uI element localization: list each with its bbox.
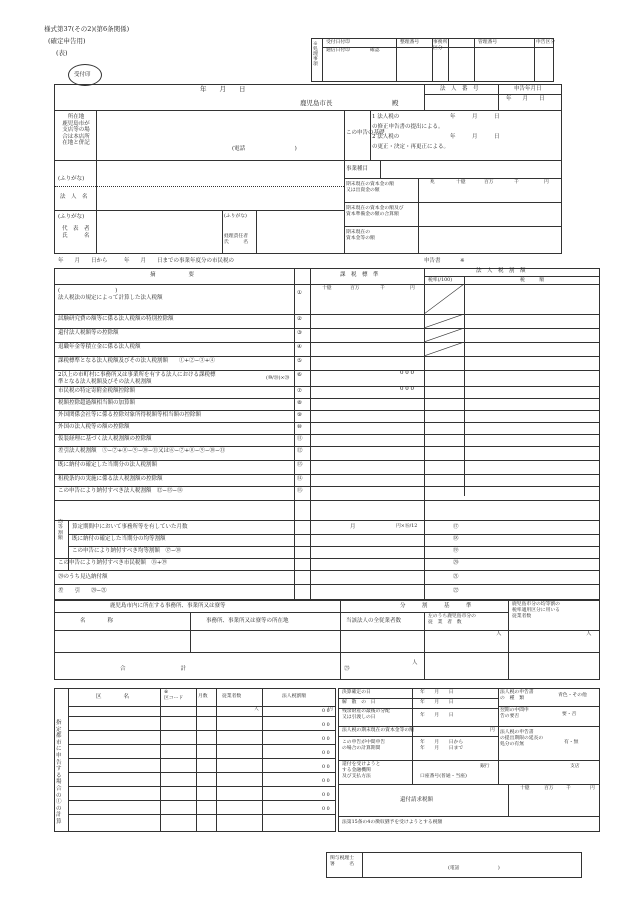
filing-date-label: 申告年月日 — [514, 86, 542, 92]
kinto-no2: ⑱ — [453, 536, 459, 542]
misc-r7: 還付請求税額 — [400, 797, 434, 803]
furigana-2: (ふりがな) — [58, 214, 85, 220]
honorific: 殿 — [392, 99, 399, 107]
business-type-label: 事業種目 — [346, 166, 369, 172]
ward-row — [68, 800, 336, 801]
furigana-1: (ふりがな) — [58, 176, 85, 182]
misc-r1v: 年 月 日 — [420, 690, 454, 695]
totals-no2: ㉑ — [453, 574, 459, 580]
misc-unit-4: 円 — [590, 786, 595, 791]
unit-1: 十億 — [322, 286, 332, 291]
split2-head: 左のうち鹿児島市分の 従 業 者 数 — [428, 614, 476, 625]
row-label: 2以上の市町村に事務所又は事業所を有する法人における課税標 準となる法人税額及びその法人税割額 — [58, 372, 216, 385]
kinto-top — [54, 520, 600, 521]
row-divider — [54, 474, 600, 475]
row-number: ② — [297, 316, 302, 322]
ward-zeros: 0 0 — [322, 765, 330, 770]
cap-unit-4: 千 — [514, 180, 519, 185]
row6-zeros: 0 0 0 — [400, 386, 414, 392]
date-line: 年 月 日 — [200, 85, 246, 93]
office-cell-3: 確認 — [370, 48, 380, 53]
ward-row — [68, 772, 336, 773]
row-number: ⑤ — [297, 358, 302, 364]
city-mayor: 鹿児島市長 — [300, 99, 333, 107]
ward-table — [54, 688, 336, 832]
row5-zeros: 0 0 0 — [400, 370, 414, 376]
row-divider — [54, 386, 600, 387]
ward-yen: 円 — [328, 707, 333, 712]
office-loc-head: 事務所、事業所又は寮等の所在地 — [206, 618, 289, 624]
row-divider — [54, 446, 600, 447]
row-divider — [54, 500, 600, 501]
offices-total: 合 計 — [120, 666, 187, 672]
row-number: ⑦ — [297, 388, 302, 394]
cap-unit-2: 十億 — [456, 180, 466, 185]
stamp-label: 受付印 — [74, 72, 91, 78]
side2-label: 法人税の申告書 の提出期限の延長の 処分の有無 — [500, 730, 544, 747]
kinto-r1: 算定期間中において事務所等を有していた月数 — [72, 524, 188, 530]
row-label: 差引法人税割額 ⑤−⑦+⑧−⑨−⑩−⑪又は⑥−⑦+⑧−⑨−⑩−⑪ — [58, 448, 226, 454]
tax-accountant-box — [326, 852, 582, 878]
row-number: ⑥ — [297, 372, 302, 378]
row-divider — [54, 486, 600, 487]
row-label: 試験研究費の額等に係る法人税額の特別控除額 — [58, 316, 174, 322]
row-label: 課税標準となる法人税額及びその法人税割額 ①+②−③+④ — [58, 358, 215, 364]
offices-head: 鹿児島市内に所在する事務所、事業所又は寮等 — [110, 603, 226, 609]
side3-label: 翌期の中間申 告の要否 — [500, 708, 529, 719]
row-number: ⑮ — [297, 488, 303, 494]
ward-col4: 従業者数 — [222, 694, 242, 699]
split1-head: 当該法人の全従業者数 — [346, 618, 402, 624]
misc-branch: 支店 — [570, 764, 580, 769]
row-multiplier: (⑩/⑳)×⑳ — [266, 376, 290, 381]
rate-head: 税率(/100) — [428, 278, 453, 283]
corp-number-label: 法 人 番 号 — [440, 86, 479, 92]
rate-slash — [424, 284, 464, 314]
row-number: ⑩ — [297, 424, 302, 430]
row-number: ③ — [297, 330, 302, 336]
kinto-r2: 既に納付の確定した当期分の均等割額 — [72, 536, 166, 542]
row-divider — [54, 342, 600, 343]
manager-label: 経理責任者 氏 名 — [224, 234, 248, 245]
office-use-label: ※処理事項 — [313, 42, 318, 68]
misc-bank: 銀行 — [480, 764, 490, 769]
ward-col1: 区 名 — [96, 694, 130, 700]
misc-r8: 法第15条の4の徴収猶予を受けようとする税額 — [342, 820, 443, 825]
ward-zeros: 0 0 — [322, 793, 330, 798]
misc-r4: 法人税の期末現在の資本金等の額 — [342, 728, 414, 733]
row-label: 還付法人税額等の控除額 — [58, 330, 119, 336]
tax-accountant-phone: (電話 ) — [448, 866, 500, 871]
row-divider — [54, 370, 600, 371]
split3-head: 鹿児島市分の均等割の 税率適用区分に用いる 従業者数 — [512, 602, 560, 619]
no23: ㉓ — [344, 666, 350, 672]
row-number: ⑫ — [297, 448, 303, 454]
ward-row — [68, 730, 336, 731]
location-label: 所在地 鹿児島市が 支店等の場 合は本店所 在地と併記 — [62, 114, 90, 147]
capital-row2: 期末現在の資本金の額及び 資本準備金の額の合算額 — [346, 206, 404, 217]
misc-unit-2: 百万 — [544, 786, 554, 791]
row-label: 租税条約の実施に係る法人税割額の控除額 — [58, 476, 163, 482]
row-divider — [54, 434, 600, 435]
split-head: 分 割 基 準 — [400, 603, 472, 609]
kinto-no3: ⑲ — [453, 548, 459, 554]
office-cell-6: 管理番号 — [478, 40, 498, 45]
row-divider — [54, 460, 600, 461]
ward-row — [68, 814, 336, 815]
cap-unit-1: 兆 — [430, 180, 435, 185]
ward-col2: ※ 区コード — [164, 690, 184, 701]
row-number: ⑭ — [297, 476, 303, 482]
unit-4: 円 — [410, 286, 415, 291]
basis-line3: 2 法人税の — [372, 134, 400, 140]
person-unit-3: 人 — [412, 660, 418, 666]
row-label: 市民税の特定寄附金税額控除額 — [58, 388, 136, 394]
misc-unit-3: 千 — [566, 786, 571, 791]
ward-person: 人 — [254, 707, 259, 712]
basis-line1: 1 法人税の — [372, 114, 400, 120]
ward-row — [68, 716, 336, 717]
totals-r3: 差 引 ⑳−㉑ — [58, 588, 107, 594]
rate-group-head: 法 人 税 割 額 — [476, 268, 526, 274]
ward-zeros: 0 0 — [322, 779, 330, 784]
person-unit-2: 人 — [586, 631, 592, 637]
row-divider — [54, 422, 600, 423]
cap-unit-3: 百万 — [484, 180, 494, 185]
office-cell-1: 受付日付印 — [326, 40, 350, 45]
misc-r6: 還付を受けようと する金融機関 及び支払方法 — [342, 762, 381, 779]
side2-value: 有・無 — [564, 740, 579, 745]
side1-value: 青色・その他 — [558, 693, 587, 698]
ward-col3: 月数 — [198, 694, 208, 699]
capital-row1: 期末現在の資本金の額 又は出資金の額 — [346, 182, 394, 193]
side3-value: 要・否 — [562, 712, 577, 717]
tax-accountant-label: 関与税理士 署 名 — [330, 856, 354, 867]
form-type: (確定申告用) — [48, 37, 86, 45]
kinto-r3: この申告により納付すべき均等割額 ⑰−⑱ — [72, 548, 181, 554]
row-number: ⑨ — [297, 412, 302, 418]
basis-line2: の修正申告書の提出による。 — [372, 124, 444, 130]
ward-zeros: 0 0 — [322, 807, 330, 812]
filing-label: 申告書 — [424, 258, 441, 264]
period-line: 年 月 日から 年 月 日までの事業年度分の市民税の — [58, 258, 235, 264]
kinto-r1-calc: 円×⑯/12 — [396, 524, 418, 529]
basis-label: この申告の基礎 — [346, 130, 385, 136]
misc-r3: 残余財産の最後の分配 又は引渡しの日 — [342, 709, 390, 720]
summary-head: 摘 要 — [150, 272, 195, 278]
totals-r1: この申告により納付すべき市民税額 ⑮+⑲ — [58, 560, 167, 566]
row-number: ⑪ — [297, 436, 303, 442]
basis-line1-date: 年 月 日 — [450, 114, 500, 120]
row-label: 退職年金等積立金に係る法人税額 — [58, 344, 141, 350]
ward-row — [68, 758, 336, 759]
ward-zeros: 0 0 — [322, 709, 330, 714]
ward-row — [68, 786, 336, 787]
row-label: 仮装経理に基づく法人税割額の控除額 — [58, 436, 152, 442]
misc-r2: 解 散 の 日 — [342, 700, 376, 705]
form-side: (表) — [56, 49, 68, 57]
office-cell-4: 整理番号 — [400, 40, 420, 45]
rate-slash — [424, 314, 464, 328]
row-divider — [54, 398, 600, 399]
row-number: ① — [297, 290, 302, 296]
row-label: 税額控除超過額相当額の加算額 — [58, 400, 136, 406]
misc-r3v: 年 月 日 — [420, 713, 454, 718]
misc-unit-1: 十億 — [520, 786, 530, 791]
row-number: ④ — [297, 344, 302, 350]
basis-line4: の更正・決定・再更正による。 — [372, 144, 450, 150]
basis-line3-date: 年 月 日 — [450, 134, 500, 140]
ward-zeros: 0 0 — [322, 723, 330, 728]
row-divider — [54, 314, 600, 315]
row-label: 外国関係会社等に係る控除対象所得税額等相当額の控除額 — [58, 412, 202, 418]
ward-col5: 法人税割額 — [282, 694, 306, 699]
row-divider — [54, 356, 600, 357]
form-number: 様式第37(その2)(第6条関係) — [44, 25, 130, 33]
row-label: 既に納付の確定した当期分の法人税割額 — [58, 462, 158, 468]
office-name-head: 名 称 — [80, 618, 114, 624]
row-label: ( ) 法人税法の規定によって計算した法人税額 — [58, 288, 163, 301]
row-label: 外国の法人税等の額の控除額 — [58, 424, 130, 430]
office-cell-5: 事務所区分 — [433, 40, 448, 51]
misc-r2v: 年 月 日 — [420, 700, 454, 705]
person-unit-1: 人 — [496, 631, 502, 637]
office-cell-2: 通信日付印 — [326, 48, 350, 53]
misc-account: 口座番号(普通・当座) — [420, 774, 467, 779]
phone-label: (電話 ) — [232, 146, 297, 152]
filing-date-value: 年 月 日 — [506, 96, 545, 102]
capital-row3: 期末現在の 資本金等の額 — [346, 230, 375, 241]
misc-yen: 円 — [490, 728, 495, 733]
office-cell-7: 申告区分 — [536, 40, 556, 45]
kinto-title: 均等割額 — [58, 520, 63, 541]
filing-mark: ※ — [460, 258, 465, 264]
side1-label: 法人税の申告書 の 種 類 — [500, 690, 534, 701]
ward-row — [68, 744, 336, 745]
row-divider — [54, 328, 600, 329]
tax-head: 税 額 — [520, 278, 544, 283]
misc-r5: この申告が中間申告 の場合の計算期間 — [342, 740, 386, 751]
totals-no3: ㉒ — [453, 588, 459, 594]
ward-zeros: 0 0 — [322, 751, 330, 756]
manager-furigana: (ふりがな) — [224, 214, 247, 219]
corp-name-label: 法 人 名 — [60, 194, 88, 200]
rate-slash — [424, 342, 464, 356]
totals-no1: ⑳ — [453, 560, 459, 566]
row-number: ⑬ — [297, 462, 303, 468]
rate-slash — [424, 328, 464, 342]
representative-label: 代 表 者 氏 名 — [62, 226, 90, 239]
kinto-no1: ⑰ — [453, 524, 459, 530]
unit-2: 百万 — [350, 286, 360, 291]
totals-r2: ⑳のうち見込納付額 — [58, 574, 108, 580]
kinto-r1-month: 月 — [350, 524, 356, 530]
base-head: 課 税 標 準 — [340, 272, 379, 278]
ward-zeros: 0 0 — [322, 737, 330, 742]
row-divider — [54, 410, 600, 411]
misc-r1: 決算確定の日 — [342, 690, 371, 695]
ward-title: 指定都市に申告する場合の①の計算 — [56, 720, 62, 825]
misc-r5v: 年 月 日から 年 月 日まで — [420, 740, 464, 751]
row-number: ⑧ — [297, 400, 302, 406]
cap-unit-5: 円 — [544, 180, 549, 185]
unit-3: 千 — [380, 286, 385, 291]
row-label: この申告により納付すべき法人税割額 ⑫−⑬−⑭ — [58, 488, 183, 494]
